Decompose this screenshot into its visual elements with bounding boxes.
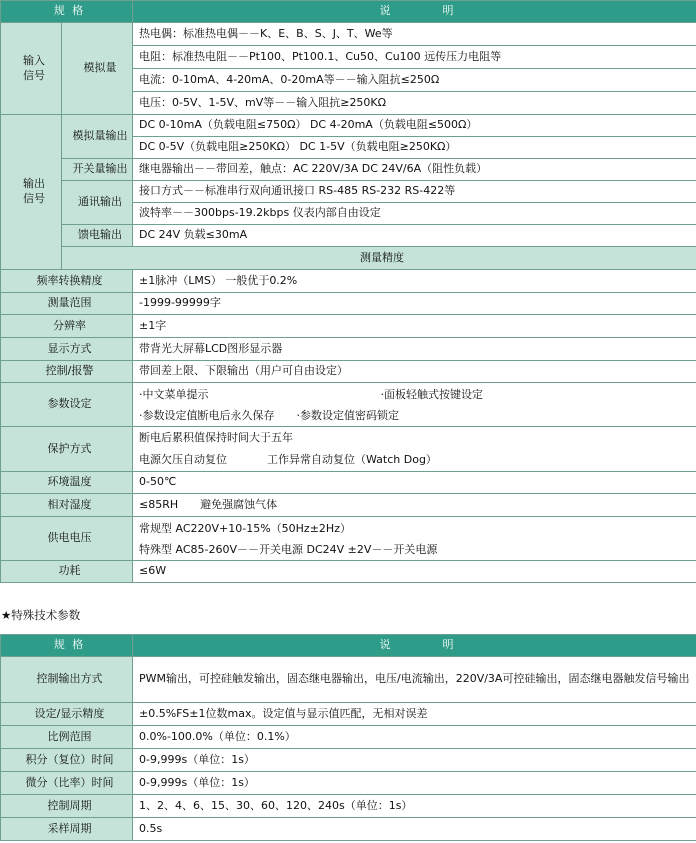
row-value: 0.0%-100.0%（单位：0.1%）: [133, 726, 696, 749]
humidity-note: 避免强腐蚀气体: [200, 497, 278, 511]
table-row: [1, 726, 696, 749]
params-item: ·参数设定值断电后永久保存: [139, 408, 275, 422]
switch-output-label: 开关量输出: [62, 159, 133, 181]
row-label: 频率转换精度: [1, 270, 133, 293]
row-value: 0-50℃: [133, 472, 696, 494]
table-row: [1, 115, 696, 137]
row-label: 微分（比率）时间: [1, 772, 133, 795]
table-row: [1, 657, 696, 703]
header-desc-char1: 说: [379, 638, 393, 652]
switch-output-text: 继电器输出－－带回差，触点：AC 220V/3A DC 24V/6A（阻性负载）: [133, 159, 696, 181]
params-label: 参数设定: [1, 383, 133, 427]
protect-value: [133, 427, 696, 472]
row-value: ±0.5%FS±1位数max。设定值与显示值匹配，无相对误差: [133, 703, 696, 726]
row-value: 带背光大屏幕LCD图形显示器: [133, 338, 696, 361]
row-value: 0-9,999s（单位：1s）: [133, 772, 696, 795]
protect-label: 保护方式: [1, 427, 133, 472]
params-item: ·中文菜单提示: [139, 387, 209, 401]
table-row: [1, 494, 696, 517]
power-line1: 常规型 AC220V+10-15%（50Hz±2Hz）: [139, 521, 351, 535]
section-title: ★特殊技术参数: [1, 608, 81, 622]
thermocouple-text: 热电偶：标准热电偶－－K、E、B、S、J、T、We等: [133, 23, 696, 46]
input-signal-label: 输入 信号: [1, 23, 62, 115]
baud-rate-text: 波特率－－300bps-19.2kbps 仪表内部自由设定: [133, 203, 696, 225]
resistance-text: 电阻：标准热电阻－－Pt100、Pt100.1、Cu50、Cu100 远传压力电阻等: [133, 46, 696, 69]
analog-output-label: 模拟量输出: [62, 115, 133, 159]
table-header-row: [1, 635, 696, 657]
power-label: 供电电压: [1, 517, 133, 561]
table-row: [1, 561, 696, 583]
header-desc-char1: 说: [379, 4, 393, 18]
spec-table-special: [0, 634, 696, 841]
row-label: 测量范围: [1, 293, 133, 315]
table-row: [1, 293, 696, 315]
table-row: [1, 472, 696, 494]
analog-output-line2: DC 0-5V（负载电阻≥250KΩ） DC 1-5V（负载电阻≥250KΩ）: [133, 137, 696, 159]
row-value: -1999-99999字: [133, 293, 696, 315]
humidity-value: ≤85RH: [139, 497, 179, 511]
header-spec: 规 格: [1, 1, 133, 23]
row-label: 相对湿度: [1, 494, 133, 517]
row-label: 比例范围: [1, 726, 133, 749]
row-label: 采样周期: [1, 818, 133, 841]
header-description: [133, 1, 696, 23]
row-value: 1、2、4、6、15、30、60、120、240s（单位：1s）: [133, 795, 696, 818]
row-label: 显示方式: [1, 338, 133, 361]
table-row: [1, 23, 696, 46]
protect-item: 工作异常自动复位（Watch Dog）: [267, 453, 437, 466]
row-value: ±1字: [133, 315, 696, 338]
current-text: 电流：0-10mA、4-20mA、0-20mA等－－输入阻抗≤250Ω: [133, 69, 696, 92]
feed-output-label: 馈电输出: [62, 225, 133, 247]
comm-output-label: 通讯输出: [62, 181, 133, 225]
header-description: [133, 635, 696, 657]
output-signal-label: 输出 信号: [1, 115, 62, 270]
row-label: 测量精度: [62, 247, 696, 270]
protect-item: 电源欠压自动复位: [139, 453, 227, 466]
power-value: [133, 517, 696, 561]
row-value: ≤6W: [133, 561, 696, 583]
table-row: [1, 772, 696, 795]
table-row: [1, 270, 696, 293]
row-label: 功耗: [1, 561, 133, 583]
row-value: [133, 657, 696, 703]
control-output-text: PWM输出，可控硅触发输出，固态继电器输出，电压/电流输出，220V/3A可控硅输出，固态继电器触发信号输出: [139, 672, 690, 686]
params-item: ·面板轻触式按键设定: [380, 387, 483, 401]
table-row: [1, 703, 696, 726]
row-value: 0.5s: [133, 818, 696, 841]
row-label: 分辨率: [1, 315, 133, 338]
analog-label: 模拟量: [62, 23, 133, 115]
row-label: 环境温度: [1, 472, 133, 494]
analog-output-line1: DC 0-10mA（负载电阻≤750Ω） DC 4-20mA（负载电阻≤500Ω）: [133, 115, 696, 137]
row-value: ±1脉冲（LMS） 一般优于0.2%: [133, 270, 696, 293]
table-row: [1, 338, 696, 361]
params-value: [133, 383, 696, 427]
row-value: 带回差上限、下限输出（用户可自由设定）: [133, 361, 696, 383]
comm-interface-text: 接口方式－－标准串行双向通讯接口 RS-485 RS-232 RS-422等: [133, 181, 696, 203]
table-row: [1, 427, 696, 472]
table-row: [1, 383, 696, 427]
header-desc-char2: 明: [442, 4, 456, 18]
header-desc-char2: 明: [442, 638, 456, 652]
header-spec: 规 格: [1, 635, 133, 657]
row-label: 控制周期: [1, 795, 133, 818]
voltage-text: 电压：0-5V、1-5V、mV等－－输入阻抗≥250KΩ: [133, 92, 696, 115]
table-row: [1, 818, 696, 841]
table-row: [1, 247, 696, 270]
table-row: [1, 159, 696, 181]
row-value: 0-9,999s（单位：1s）: [133, 749, 696, 772]
table-header-row: [1, 1, 696, 23]
params-item: ·参数设定值密码锁定: [296, 408, 399, 422]
table-row: [1, 361, 696, 383]
row-label: 控制/报警: [1, 361, 133, 383]
protect-line1: 断电后累积值保持时间大于五年: [139, 431, 293, 444]
table-row: [1, 315, 696, 338]
table-row: [1, 749, 696, 772]
table-row: [1, 517, 696, 561]
row-value: [133, 494, 696, 517]
row-label: 控制输出方式: [1, 657, 133, 703]
power-line2: 特殊型 AC85-260V－－开关电源 DC24V ±2V－－开关电源: [139, 542, 438, 556]
feed-output-text: DC 24V 负载≤30mA: [133, 225, 696, 247]
row-label: 积分（复位）时间: [1, 749, 133, 772]
row-label: 设定/显示精度: [1, 703, 133, 726]
table-row: [1, 225, 696, 247]
table-row: [1, 181, 696, 203]
table-row: [1, 795, 696, 818]
